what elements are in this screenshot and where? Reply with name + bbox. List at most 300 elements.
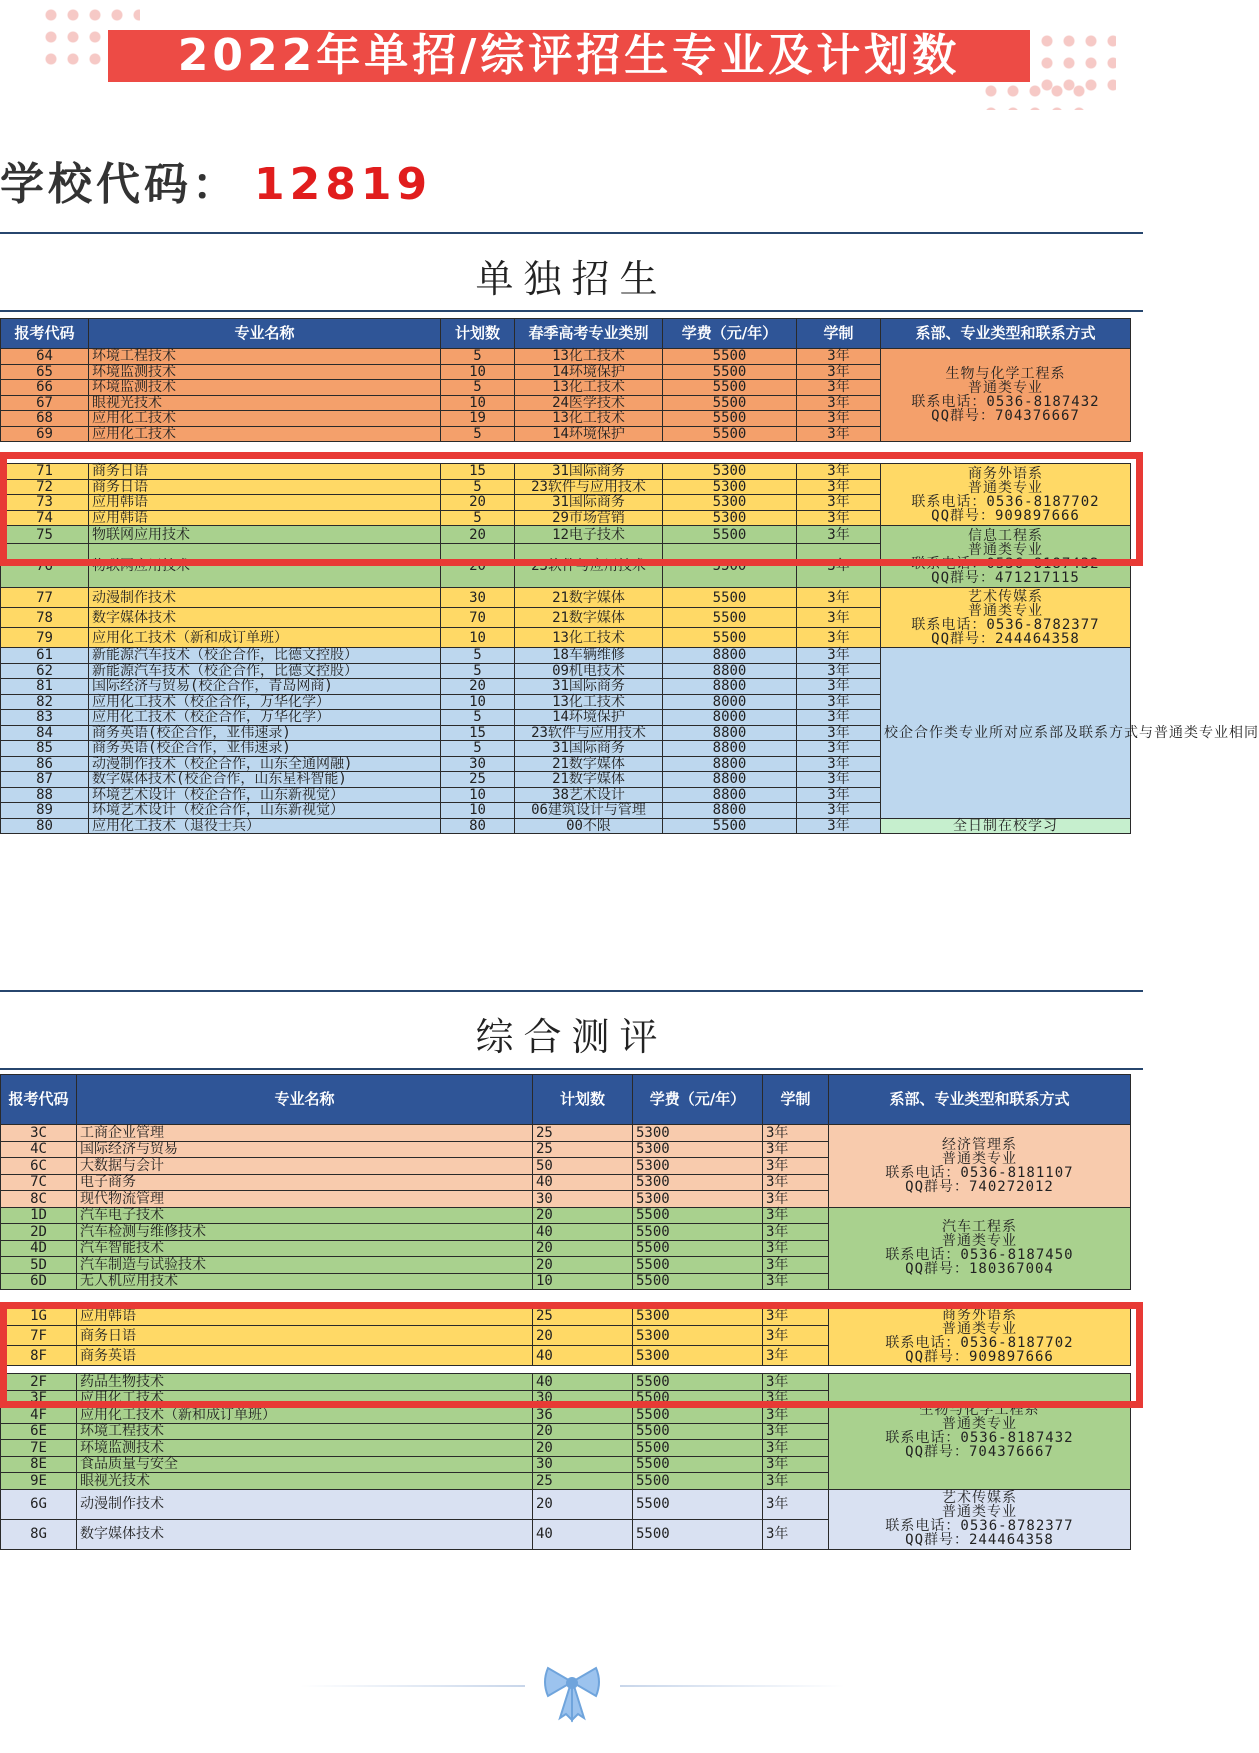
tuition-cell: 5500 <box>663 411 797 427</box>
major-cell: 应用化工技术 <box>77 1390 533 1407</box>
code-cell: 80 <box>1 818 89 834</box>
code-cell: 73 <box>1 495 89 511</box>
contact-line: 联系电话：0536-8187432 <box>911 394 1100 410</box>
contact-line: 汽车工程系 <box>942 1219 1017 1236</box>
school-code-label: 学校代码： <box>0 159 240 210</box>
category-cell: 21数字媒体 <box>515 588 663 608</box>
contact-line: 联系电话：0536-8187432 <box>885 1430 1074 1447</box>
tuition-cell: 5500 <box>633 1207 763 1224</box>
major-cell: 数字媒体技术 <box>77 1519 533 1549</box>
duration-cell: 3年 <box>763 1489 829 1519</box>
contact-line: 联系电话：0536-8187702 <box>885 1334 1074 1351</box>
header-duration: 学制 <box>763 1075 829 1125</box>
header-contact: 系部、专业类型和联系方式 <box>829 1075 1131 1125</box>
tuition-cell: 5500 <box>663 395 797 411</box>
header-contact: 系部、专业类型和联系方式 <box>881 319 1131 349</box>
major-cell: 大数据与会计 <box>77 1158 533 1175</box>
section-divider <box>0 232 1143 234</box>
table-row <box>1 818 1131 834</box>
category-cell: 23软件与应用技术 <box>515 479 663 495</box>
section-divider <box>0 310 1143 312</box>
plan-cell: 10 <box>441 803 515 819</box>
major-cell: 药品生物技术 <box>77 1374 533 1391</box>
duration-cell: 3年 <box>797 679 881 695</box>
major-cell: 环境监测技术 <box>89 364 441 380</box>
code-cell: 1D <box>1 1207 77 1224</box>
school-code-value: 12819 <box>254 159 433 210</box>
header-tuition: 学费（元/年） <box>663 319 797 349</box>
contact-line: QQ群号：244464358 <box>905 1532 1054 1548</box>
tuition-cell: 5300 <box>663 464 797 480</box>
duration-cell: 3年 <box>797 380 881 396</box>
tuition-cell: 5500 <box>633 1257 763 1274</box>
major-cell: 新能源汽车技术（校企合作，比德文控股） <box>89 663 441 679</box>
duration-cell: 3年 <box>763 1141 829 1158</box>
plan-cell: 25 <box>533 1306 633 1326</box>
highlight-box-single-language <box>0 452 1143 566</box>
code-cell: 2F <box>1 1374 77 1391</box>
header-category: 春季高考专业类别 <box>515 319 663 349</box>
duration-cell: 3年 <box>797 694 881 710</box>
plan-cell: 25 <box>441 772 515 788</box>
duration-cell: 3年 <box>797 803 881 819</box>
major-cell: 应用韩语 <box>89 495 441 511</box>
contact-line: 联系电话：0536-8187450 <box>885 1247 1074 1264</box>
tuition-cell: 5500 <box>663 608 797 628</box>
code-cell: 7C <box>1 1174 77 1191</box>
category-cell: 13化工技术 <box>515 411 663 427</box>
highlight-box-comprehensive-language <box>0 1302 1143 1408</box>
tuition-cell: 5300 <box>633 1326 763 1346</box>
tuition-cell: 5500 <box>633 1240 763 1257</box>
plan-cell: 5 <box>441 710 515 726</box>
duration-cell: 3年 <box>797 628 881 648</box>
duration-cell: 3年 <box>797 495 881 511</box>
duration-cell: 3年 <box>763 1158 829 1175</box>
plan-cell: 20 <box>533 1440 633 1457</box>
code-cell: 84 <box>1 725 89 741</box>
plan-cell: 20 <box>441 495 515 511</box>
plan-cell: 5 <box>441 426 515 442</box>
major-cell: 眼视光技术 <box>77 1473 533 1490</box>
contact-cell: 全日制在校学习 <box>881 818 1131 834</box>
tuition-cell: 8800 <box>663 679 797 695</box>
contact-cell <box>829 1125 1131 1208</box>
duration-cell: 3年 <box>763 1240 829 1257</box>
contact-line: 联系电话：0536-8782377 <box>911 616 1100 633</box>
contact-line: QQ群号：244464358 <box>931 630 1080 647</box>
table-row <box>1 1489 1131 1519</box>
major-cell: 应用化工技术（新和成订单班） <box>89 628 441 648</box>
plan-cell: 20 <box>533 1423 633 1440</box>
code-cell: 77 <box>1 588 89 608</box>
code-cell: 72 <box>1 479 89 495</box>
duration-cell: 3年 <box>763 1390 829 1407</box>
tuition-cell: 8800 <box>663 725 797 741</box>
section-divider <box>0 1068 1143 1070</box>
code-cell: 79 <box>1 628 89 648</box>
contact-line: 商务外语系 <box>968 465 1043 482</box>
contact-cell <box>881 588 1131 648</box>
plan-cell: 25 <box>533 1141 633 1158</box>
duration-cell: 3年 <box>763 1456 829 1473</box>
major-cell: 应用韩语 <box>89 510 441 526</box>
contact-line: QQ群号：704376667 <box>931 408 1080 424</box>
plan-cell: 20 <box>533 1326 633 1346</box>
duration-cell: 3年 <box>763 1174 829 1191</box>
duration-cell: 3年 <box>797 349 881 365</box>
plan-cell: 30 <box>533 1390 633 1407</box>
plan-cell: 40 <box>533 1174 633 1191</box>
duration-cell: 3年 <box>797 818 881 834</box>
single-admission-sheet <box>0 318 1259 834</box>
duration-cell: 3年 <box>797 464 881 480</box>
category-cell: 00不限 <box>515 818 663 834</box>
code-cell: 6E <box>1 1423 77 1440</box>
tuition-cell: 5500 <box>633 1519 763 1549</box>
contact-cell <box>881 349 1131 442</box>
duration-cell: 3年 <box>797 479 881 495</box>
code-cell: 65 <box>1 364 89 380</box>
school-code-line <box>0 148 432 212</box>
tuition-cell: 8800 <box>663 756 797 772</box>
duration-cell: 3年 <box>763 1224 829 1241</box>
section-divider <box>0 990 1143 992</box>
plan-cell: 10 <box>441 787 515 803</box>
plan-cell: 5 <box>441 380 515 396</box>
major-cell: 应用化工技术（新和成订单班） <box>77 1407 533 1424</box>
plan-cell: 40 <box>533 1224 633 1241</box>
tuition-cell: 8800 <box>663 741 797 757</box>
major-cell: 环境工程技术 <box>89 349 441 365</box>
plan-cell: 20 <box>533 1257 633 1274</box>
code-cell: 86 <box>1 756 89 772</box>
major-cell: 应用化工技术（校企合作，万华化学） <box>89 710 441 726</box>
duration-cell: 3年 <box>797 526 881 544</box>
category-cell: 14环境保护 <box>515 364 663 380</box>
contact-line: 信息工程系 <box>968 527 1043 544</box>
category-cell: 23软件与应用技术 <box>515 544 663 588</box>
category-cell: 31国际商务 <box>515 495 663 511</box>
contact-line: 普通类专业 <box>942 1233 1017 1250</box>
tuition-cell: 5300 <box>633 1125 763 1142</box>
plan-cell: 15 <box>441 725 515 741</box>
code-cell: 2D <box>1 1224 77 1241</box>
duration-cell: 3年 <box>797 725 881 741</box>
header-major: 专业名称 <box>89 319 441 349</box>
major-cell: 商务日语 <box>89 464 441 480</box>
code-cell: 6C <box>1 1158 77 1175</box>
tuition-cell: 5500 <box>663 364 797 380</box>
duration-cell: 3年 <box>797 544 881 588</box>
tuition-cell: 5500 <box>633 1456 763 1473</box>
contact-line: 联系电话：0536-8187432 <box>911 555 1100 572</box>
code-cell: 8E <box>1 1456 77 1473</box>
category-cell: 21数字媒体 <box>515 608 663 628</box>
code-cell: 67 <box>1 395 89 411</box>
plan-cell: 20 <box>441 544 515 588</box>
major-cell: 国际经济与贸易 <box>77 1141 533 1158</box>
code-cell: 1G <box>1 1306 77 1326</box>
contact-line: 普通类专业 <box>968 380 1043 396</box>
contact-line: 经济管理系 <box>942 1136 1017 1153</box>
code-cell: 87 <box>1 772 89 788</box>
plan-cell: 70 <box>441 608 515 628</box>
tuition-cell: 5300 <box>633 1306 763 1326</box>
code-cell: 76 <box>1 544 89 588</box>
category-cell: 24医学技术 <box>515 395 663 411</box>
duration-cell: 3年 <box>763 1519 829 1549</box>
major-cell: 物联网应用技术 <box>89 544 441 588</box>
plan-cell: 40 <box>533 1374 633 1391</box>
category-cell: 13化工技术 <box>515 694 663 710</box>
contact-line: 联系电话：0536-8181107 <box>885 1164 1074 1181</box>
contact-line: QQ群号：909897666 <box>905 1348 1054 1365</box>
major-cell: 环境监测技术 <box>89 380 441 396</box>
table-row <box>1 349 1131 365</box>
tuition-cell: 5300 <box>633 1191 763 1208</box>
tuition-cell: 8800 <box>663 663 797 679</box>
plan-cell: 30 <box>533 1191 633 1208</box>
plan-cell: 20 <box>441 526 515 544</box>
table-row <box>1 1125 1131 1142</box>
major-cell: 商务英语(校企合作，亚伟速录) <box>89 741 441 757</box>
header-plan: 计划数 <box>533 1075 633 1125</box>
tuition-cell: 5300 <box>633 1346 763 1366</box>
code-cell: 66 <box>1 380 89 396</box>
duration-cell: 3年 <box>763 1125 829 1142</box>
table-row <box>1 1207 1131 1224</box>
category-cell: 31国际商务 <box>515 679 663 695</box>
major-cell: 环境艺术设计（校企合作，山东新视觉） <box>89 803 441 819</box>
contact-line: 生物与化学工程系 <box>919 1402 1040 1419</box>
plan-cell: 19 <box>441 411 515 427</box>
duration-cell: 3年 <box>763 1273 829 1290</box>
category-cell: 14环境保护 <box>515 710 663 726</box>
category-cell: 29市场营销 <box>515 510 663 526</box>
plan-cell: 10 <box>441 694 515 710</box>
major-cell: 动漫制作技术（校企合作，山东全通网融) <box>89 756 441 772</box>
category-cell: 38艺术设计 <box>515 787 663 803</box>
tuition-cell: 5500 <box>663 426 797 442</box>
duration-cell: 3年 <box>763 1306 829 1326</box>
duration-cell: 3年 <box>797 741 881 757</box>
major-cell: 应用化工技术（退役士兵） <box>89 818 441 834</box>
duration-cell: 3年 <box>763 1440 829 1457</box>
contact-line: 艺术传媒系 <box>968 588 1043 605</box>
contact-cell: 校企合作类专业所对应系部及联系方式与普通类专业相同 <box>881 648 1131 819</box>
footer-line-right <box>620 1685 845 1687</box>
duration-cell: 3年 <box>797 395 881 411</box>
duration-cell: 3年 <box>763 1257 829 1274</box>
duration-cell: 3年 <box>797 608 881 628</box>
code-cell: 68 <box>1 411 89 427</box>
code-cell: 3C <box>1 1125 77 1142</box>
duration-cell: 3年 <box>763 1326 829 1346</box>
category-cell: 06建筑设计与管理 <box>515 803 663 819</box>
duration-cell: 3年 <box>797 364 881 380</box>
category-cell: 12电子技术 <box>515 526 663 544</box>
tuition-cell: 8800 <box>663 787 797 803</box>
plan-cell: 20 <box>533 1489 633 1519</box>
major-cell: 眼视光技术 <box>89 395 441 411</box>
code-cell: 61 <box>1 648 89 664</box>
plan-cell: 10 <box>533 1273 633 1290</box>
contact-line: 普通类专业 <box>968 541 1043 558</box>
header-duration: 学制 <box>797 319 881 349</box>
contact-line: 艺术传媒系 <box>942 1490 1017 1506</box>
contact-line: QQ群号：704376667 <box>905 1444 1054 1461</box>
section-title-comprehensive: 综合测评 <box>475 1015 668 1059</box>
tuition-cell: 8800 <box>663 772 797 788</box>
duration-cell: 3年 <box>797 426 881 442</box>
plan-cell: 15 <box>441 464 515 480</box>
code-cell: 6G <box>1 1489 77 1519</box>
plan-cell: 10 <box>441 364 515 380</box>
code-cell: 4C <box>1 1141 77 1158</box>
contact-line: 普通类专业 <box>968 602 1043 619</box>
code-cell: 9E <box>1 1473 77 1490</box>
major-cell: 汽车制造与试验技术 <box>77 1257 533 1274</box>
contact-line: 联系电话：0536-8187702 <box>911 493 1100 510</box>
plan-cell: 10 <box>441 395 515 411</box>
duration-cell: 3年 <box>797 663 881 679</box>
major-cell: 工商企业管理 <box>77 1125 533 1142</box>
duration-cell: 3年 <box>763 1346 829 1366</box>
major-cell: 商务日语 <box>89 479 441 495</box>
contact-line: 普通类专业 <box>942 1504 1017 1520</box>
major-cell: 环境艺术设计（校企合作，山东新视觉） <box>89 787 441 803</box>
contact-line: 联系电话：0536-8782377 <box>885 1518 1074 1534</box>
major-cell: 动漫制作技术 <box>77 1489 533 1519</box>
tuition-cell: 5500 <box>633 1374 763 1391</box>
major-cell: 数字媒体技术(校企合作，山东星科智能) <box>89 772 441 788</box>
duration-cell: 3年 <box>797 510 881 526</box>
code-cell: 8C <box>1 1191 77 1208</box>
tuition-cell: 5500 <box>663 628 797 648</box>
code-cell: 7E <box>1 1440 77 1457</box>
tuition-cell: 8800 <box>663 648 797 664</box>
major-cell: 新能源汽车技术（校企合作，比德文控股） <box>89 648 441 664</box>
plan-cell: 20 <box>533 1207 633 1224</box>
plan-cell: 5 <box>441 349 515 365</box>
plan-cell: 30 <box>441 756 515 772</box>
contact-cell <box>829 1207 1131 1290</box>
contact-cell <box>829 1489 1131 1549</box>
plan-cell: 30 <box>441 588 515 608</box>
contact-line: 普通类专业 <box>942 1150 1017 1167</box>
category-cell: 21数字媒体 <box>515 772 663 788</box>
contact-line: QQ群号：740272012 <box>905 1178 1054 1195</box>
category-cell: 23软件与应用技术 <box>515 725 663 741</box>
major-cell: 环境监测技术 <box>77 1440 533 1457</box>
duration-cell: 3年 <box>797 648 881 664</box>
header-plan: 计划数 <box>441 319 515 349</box>
plan-cell: 20 <box>441 679 515 695</box>
plan-cell: 50 <box>533 1158 633 1175</box>
code-cell: 75 <box>1 526 89 544</box>
code-cell: 83 <box>1 710 89 726</box>
contact-line: QQ群号：909897666 <box>931 507 1080 524</box>
code-cell: 3F <box>1 1390 77 1407</box>
major-cell: 无人机应用技术 <box>77 1273 533 1290</box>
duration-cell: 3年 <box>797 756 881 772</box>
code-cell: 82 <box>1 694 89 710</box>
bow-icon <box>540 1660 604 1728</box>
major-cell: 商务日语 <box>77 1326 533 1346</box>
major-cell: 汽车电子技术 <box>77 1207 533 1224</box>
major-cell: 环境工程技术 <box>77 1423 533 1440</box>
tuition-cell: 5500 <box>663 544 797 588</box>
plan-cell: 80 <box>441 818 515 834</box>
code-cell: 69 <box>1 426 89 442</box>
tuition-cell: 5500 <box>633 1473 763 1490</box>
category-cell: 13化工技术 <box>515 380 663 396</box>
major-cell: 应用化工技术（校企合作，万华化学） <box>89 694 441 710</box>
tuition-cell: 5500 <box>633 1407 763 1424</box>
major-cell: 电子商务 <box>77 1174 533 1191</box>
duration-cell: 3年 <box>797 710 881 726</box>
tuition-cell: 5500 <box>663 380 797 396</box>
plan-cell: 5 <box>441 648 515 664</box>
plan-cell: 20 <box>533 1240 633 1257</box>
duration-cell: 3年 <box>797 772 881 788</box>
duration-cell: 3年 <box>763 1423 829 1440</box>
code-cell: 4F <box>1 1407 77 1424</box>
tuition-cell: 5300 <box>633 1158 763 1175</box>
duration-cell: 3年 <box>763 1191 829 1208</box>
major-cell: 应用化工技术 <box>89 411 441 427</box>
footer-line-left <box>300 1685 525 1687</box>
code-cell: 7F <box>1 1326 77 1346</box>
major-cell: 数字媒体技术 <box>89 608 441 628</box>
category-cell: 18车辆维修 <box>515 648 663 664</box>
major-cell: 现代物流管理 <box>77 1191 533 1208</box>
tuition-cell: 5500 <box>663 349 797 365</box>
header-code: 报考代码 <box>1 1075 77 1125</box>
category-cell: 31国际商务 <box>515 741 663 757</box>
plan-cell: 10 <box>441 628 515 648</box>
tuition-cell: 5500 <box>663 818 797 834</box>
tuition-cell: 5500 <box>633 1224 763 1241</box>
plan-cell: 36 <box>533 1407 633 1424</box>
code-cell: 4D <box>1 1240 77 1257</box>
tuition-cell: 8800 <box>663 803 797 819</box>
major-cell: 商务英语 <box>77 1346 533 1366</box>
tuition-cell: 5300 <box>633 1174 763 1191</box>
major-cell: 国际经济与贸易(校企合作，青岛网商) <box>89 679 441 695</box>
category-cell: 21数字媒体 <box>515 756 663 772</box>
duration-cell: 3年 <box>763 1407 829 1424</box>
plan-cell: 5 <box>441 741 515 757</box>
code-cell: 62 <box>1 663 89 679</box>
code-cell: 81 <box>1 679 89 695</box>
code-cell: 6D <box>1 1273 77 1290</box>
plan-cell: 30 <box>533 1456 633 1473</box>
contact-line: 普通类专业 <box>968 479 1043 496</box>
tuition-cell: 8000 <box>663 694 797 710</box>
code-cell: 88 <box>1 787 89 803</box>
contact-line: 生物与化学工程系 <box>945 366 1066 382</box>
duration-cell: 3年 <box>763 1207 829 1224</box>
contact-line: 商务外语系 <box>942 1306 1017 1323</box>
major-cell: 物联网应用技术 <box>89 526 441 544</box>
duration-cell: 3年 <box>797 787 881 803</box>
table-row <box>1 648 1131 664</box>
plan-cell: 25 <box>533 1125 633 1142</box>
major-cell: 应用韩语 <box>77 1306 533 1326</box>
code-cell: 64 <box>1 349 89 365</box>
